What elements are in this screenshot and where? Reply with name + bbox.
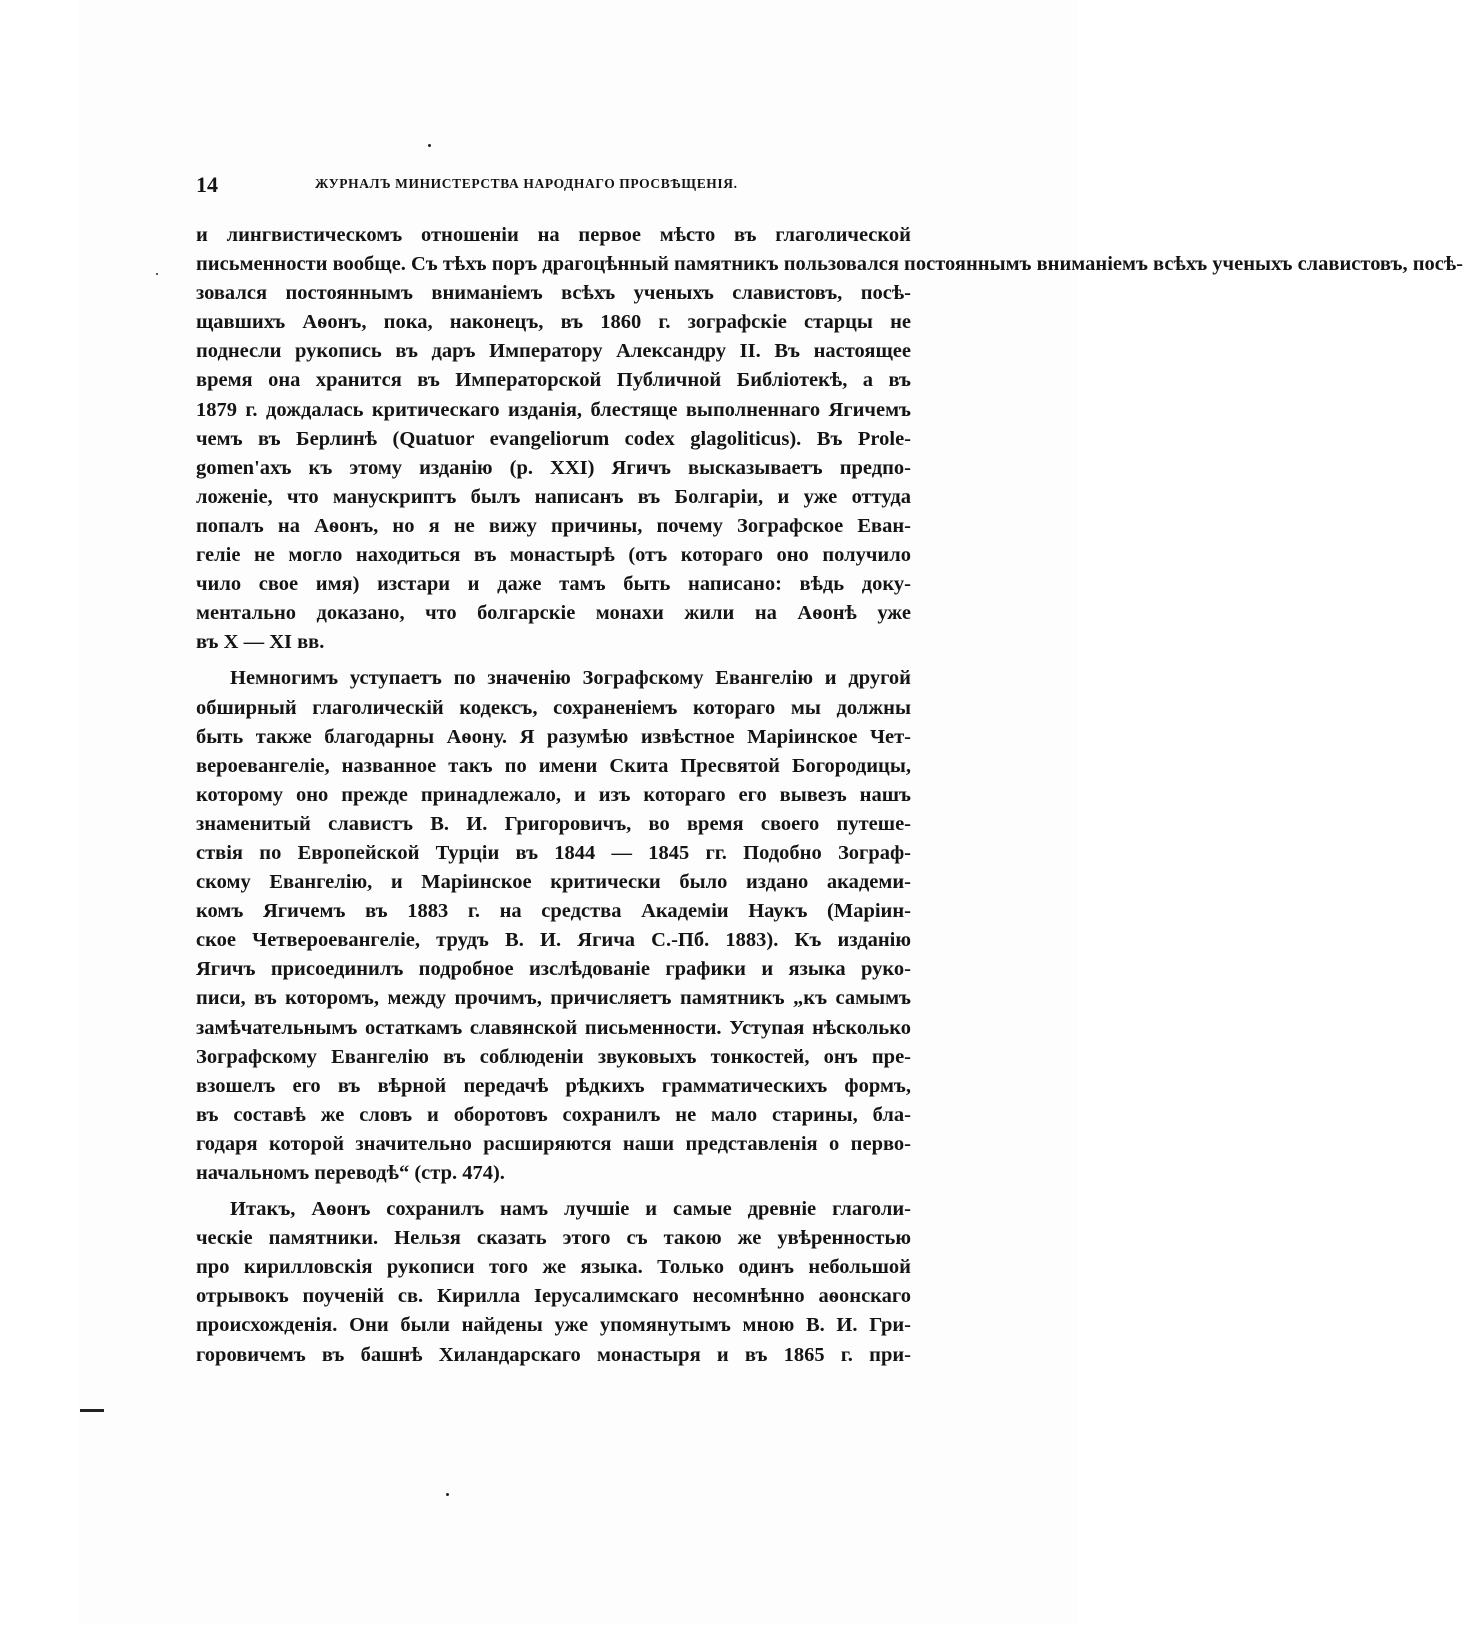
text-line: годаря которой значительно расширяются наши представленія о перво- [196, 1132, 911, 1155]
text-line: замѣчательнымъ остаткамъ славянской письменности. Уступая нѣсколько [196, 1016, 911, 1039]
text-line: и лингвистическомъ отношеніи на первое мѣсто въ глаголической [196, 224, 911, 246]
text-line: ческіе памятники. Нельзя сказать этого съ такою же увѣренностью [196, 1227, 911, 1250]
text-line: поднесли рукопись въ даръ Императору Александру II. Въ настоящее [196, 340, 911, 363]
text-line: горовичемъ въ башнѣ Хиландарскаго монастыря и въ 1865 г. при- [196, 1343, 911, 1366]
running-head: ЖУРНАЛЪ МИНИСТЕРСТВА НАРОДНАГО ПРОСВѢЩЕНІЯ. [315, 176, 738, 191]
text-line: начальномъ переводѣ“ (стр. 474). [196, 1162, 505, 1184]
page-header [196, 172, 911, 200]
text-line: gomen'ахъ къ этому изданію (p. XXI) Ягичъ высказываетъ предпо- [196, 456, 911, 479]
text-line: знаменитый славистъ В. И. Григоровичъ, во время своего путеше- [196, 812, 911, 835]
scan-speck [156, 273, 158, 275]
text-line: зовался постояннымъ вниманіемъ всѣхъ ученыхъ славистовъ, посѣ- [196, 282, 911, 305]
text-line: ствія по Европейской Турціи въ 1844 — 1845 гг. Подобно Зограф- [196, 841, 911, 864]
text-line: Ягичъ присоединилъ подробное изслѣдованіе графики и языка руко- [196, 958, 911, 981]
text-line: взошелъ его въ вѣрной передачѣ рѣдкихъ грамматическихъ формъ, [196, 1074, 911, 1097]
text-line: чило свое имя) изстари и даже тамъ быть написано: вѣдь доку- [196, 573, 911, 596]
text-line: геліе не могло находиться въ монастырѣ (отъ котораго оно получило [196, 544, 911, 567]
text-line: происхожденія. Они были найдены уже упомянутымъ мною В. И. Гри- [196, 1314, 911, 1337]
text-line: вероевангеліе, названное такъ по имени Скита Пресвятой Богородицы, [196, 754, 911, 777]
text-line: время она хранится въ Императорской Публичной Библіотекѣ, а въ [196, 369, 911, 392]
text-line: 1879 г. дождалась критическаго изданія, блестяще выполненнаго Ягичемъ [196, 398, 911, 421]
text-line: отрывокъ поученій св. Кирилла Іерусалимскаго несомнѣнно аѳонскаго [196, 1285, 911, 1308]
text-line: которому оно прежде принадлежало, и изъ котораго его вывезъ нашъ [196, 783, 911, 806]
text-line: попалъ на Аѳонъ, но я не вижу причины, почему Зографское Еван- [196, 514, 911, 537]
text-line: ложеніе, что манускриптъ былъ написанъ въ Болгаріи, и уже оттуда [196, 485, 911, 508]
paragraph-2 [196, 664, 911, 1188]
paragraph-3 [196, 1195, 911, 1370]
text-line: ментально доказано, что болгарскіе монахи жили на Аѳонѣ уже [196, 602, 911, 625]
text-line: Итакъ, Аѳонъ сохранилъ намъ лучшіе и самые древніе глаголи- [230, 1198, 911, 1221]
text-line: въ X — XI вв. [196, 631, 325, 654]
page-number: 14 [196, 172, 218, 197]
text-line: комъ Ягичемъ въ 1883 г. на средства Академіи Наукъ (Маріин- [196, 900, 911, 923]
text-line: быть также благодарны Аѳону. Я разумѣю извѣстное Маріинское Чет- [196, 725, 911, 748]
text-line: скому Евангелію, и Маріинское критически было издано академи- [196, 871, 911, 894]
text-line: письменности вообще. Съ тѣхъ поръ драгоцѣнный памятникъ пользовался постояннымъ вниманіемъ всѣхъ ученыхъ славистовъ, посѣ- [196, 253, 1463, 276]
scan-speck [428, 144, 431, 147]
margin-rule-mark [80, 1409, 104, 1412]
text-line: чемъ въ Берлинѣ (Quatuor evangeliorum codex glagoliticus). Въ Prole- [196, 427, 911, 450]
text-line: въ составѣ же словъ и оборотовъ сохранилъ не мало старины, бла- [196, 1103, 911, 1126]
text-line: обширный глаголическій кодексъ, сохраненіемъ котораго мы должны [196, 696, 911, 719]
paragraph-1 [196, 221, 1463, 657]
text-line: щавшихъ Аѳонъ, пока, наконецъ, въ 1860 г. зографскіе старцы не [196, 311, 911, 334]
body-text [196, 221, 1463, 1370]
text-line: ское Четвероевангеліе, трудъ В. И. Ягича С.-Пб. 1883). Къ изданію [196, 929, 911, 952]
scan-speck [446, 1493, 449, 1496]
text-line: про кирилловскія рукописи того же языка. Только одинъ небольшой [196, 1256, 911, 1279]
text-line: Зографскому Евангелію въ соблюденіи звуковыхъ тонкостей, онъ пре- [196, 1045, 911, 1068]
text-line: Немногимъ уступаетъ по значенію Зографскому Евангелію и другой [230, 667, 911, 690]
text-line: писи, въ которомъ, между прочимъ, причисляетъ памятникъ „къ самымъ [196, 987, 911, 1010]
